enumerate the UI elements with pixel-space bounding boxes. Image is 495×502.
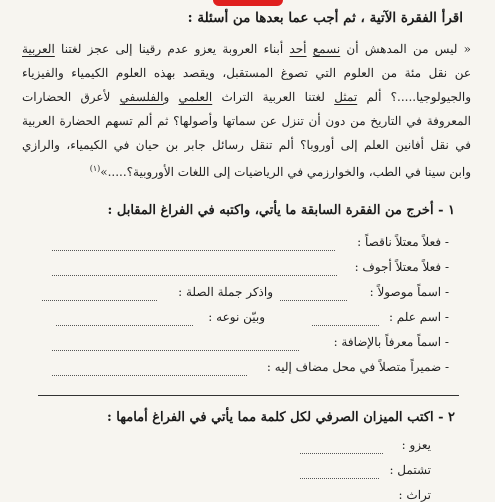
passage-text: لأعرق الحضارات	[22, 90, 120, 104]
footnote-mark: (١)	[89, 164, 101, 173]
q1-item: - اسم علم :	[388, 310, 449, 324]
q1-item: - ضميراً متصلاً في محل مضاف إليه :	[266, 360, 449, 374]
section-divider	[38, 395, 459, 396]
passage-text: عن نقل مئة من العلوم التي تصوغ المستقبل، ويقصد بهذه العلوم الكيمياء والفيزياء	[22, 66, 471, 80]
q2-word: تراث :	[398, 488, 431, 502]
answer-blank[interactable]	[52, 250, 335, 251]
q1-subitem: وبيّن نوعه :	[208, 310, 265, 324]
q1-item: - اسماً معرفاً بالإضافة :	[333, 335, 449, 349]
question-2-title: ٢ - اكتب الميزان الصرفي لكل كلمة مما يأتي في الفراغ أمامها :	[106, 410, 455, 425]
instruction-heading: اقرأ الفقرة الآتية ، ثم أجب عما بعدها من أسئلة :	[187, 10, 463, 26]
question-1-title: ١ - أخرج من الفقرة السابقة ما يأتي، واكتبه في الفراغ المقابل :	[107, 203, 455, 218]
red-header-mark	[213, 0, 283, 6]
passage-line	[22, 37, 471, 61]
passage-line	[22, 61, 471, 85]
passage-text: لغتنا العربية التراث	[212, 90, 335, 104]
passage-text: أبناء العروبة يعزو عدم رقينا إلى عجز لغتنا	[54, 42, 290, 56]
answer-blank[interactable]	[280, 300, 347, 301]
underlined-word: العلمي	[178, 90, 213, 104]
answer-blank[interactable]	[300, 478, 379, 479]
q1-item: - فعلاً معتلاً أجوف :	[354, 260, 449, 274]
passage-line	[22, 157, 471, 184]
answer-blank[interactable]	[42, 300, 157, 301]
underlined-word: الفلسفي	[119, 90, 164, 104]
answer-blank[interactable]	[300, 453, 383, 454]
q1-item: - فعلاً معتلاً ناقصاً :	[357, 235, 449, 249]
q2-word: تشتمل :	[389, 463, 431, 477]
reading-passage	[22, 37, 471, 184]
passage-text: والجيولوجيا.....؟ ألم	[357, 90, 471, 104]
passage-text: و	[163, 90, 179, 104]
passage-text: « ليس من المدهش أن	[340, 42, 471, 56]
q1-item: - اسماً موصولاً :	[369, 285, 449, 299]
q1-subitem: واذكر جملة الصلة :	[178, 285, 273, 299]
passage-text: المعروفة في التاريخ من دون أن تنزل عن سماتها وأصولها؟ ثم ألم تسهم الحضارة العربية	[22, 114, 471, 128]
answer-blank[interactable]	[52, 275, 337, 276]
answer-blank[interactable]	[312, 325, 379, 326]
passage-text: وابن سينا في الطب، والخوارزمي في الرياضيات إلى اللغات الأوروبية؟.....»	[100, 165, 471, 179]
underlined-word: نسمع	[312, 42, 341, 56]
answer-blank[interactable]	[56, 325, 193, 326]
underlined-word: أحد	[289, 42, 307, 56]
underlined-word: العربية	[22, 42, 55, 56]
underlined-word: تمثل	[334, 90, 358, 104]
passage-line	[22, 109, 471, 133]
passage-text: في نقل أفانين العلم إلى أوروبا؟ ألم تنقل رسائل جابر بن حيان في الكيمياء، والرازي	[22, 138, 471, 152]
passage-line	[22, 85, 471, 109]
answer-blank[interactable]	[52, 350, 299, 351]
answer-blank[interactable]	[52, 375, 247, 376]
q2-word: يعزو :	[401, 438, 431, 452]
passage-line	[22, 133, 471, 157]
